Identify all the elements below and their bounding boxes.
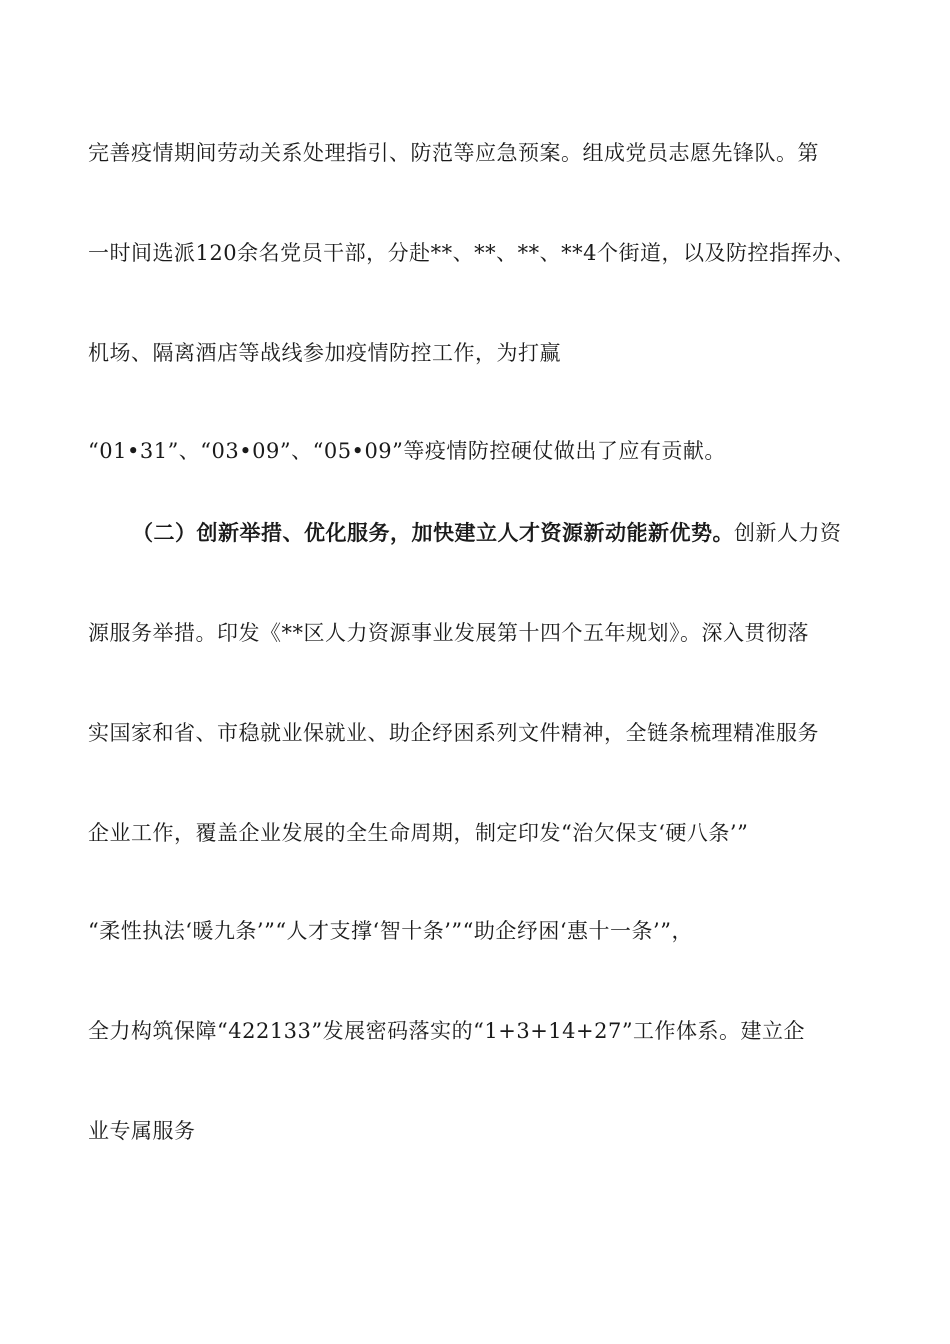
paragraph-line: 企业工作，覆盖企业发展的全生命周期，制定印发“治欠保支‘硬八条’”	[88, 821, 749, 845]
paragraph-line: 业专属服务	[88, 1119, 196, 1143]
paragraph-line: “01•31”、“03•09”、“05•09”等疫情防控硬仗做出了应有贡献。	[88, 439, 726, 463]
paragraph-line: 实国家和省、市稳就业保就业、助企纾困系列文件精神，全链条梳理精准服务	[88, 721, 819, 745]
paragraph-line: 机场、隔离酒店等战线参加疫情防控工作，为打赢	[88, 341, 561, 365]
paragraph-line: 源服务举措。印发《**区人力资源事业发展第十四个五年规划》。深入贯彻落	[88, 621, 809, 645]
section-heading: （二）创新举措、优化服务，加快建立人才资源新动能新优势。	[132, 520, 734, 545]
paragraph-line: 一时间选派120余名党员干部，分赴**、**、**、**4个街道，以及防控指挥办、	[88, 241, 855, 265]
section-first-line-text: 创新人力资	[734, 521, 842, 545]
paragraph-line: 全力构筑保障“422133”发展密码落实的“1+3+14+27”工作体系。建立企	[88, 1019, 806, 1043]
paragraph-line: 完善疫情期间劳动关系处理指引、防范等应急预案。组成党员志愿先锋队。第	[88, 141, 819, 165]
section-heading-line	[132, 520, 932, 546]
paragraph-line: “柔性执法‘暖九条’”“人才支撑‘智十条’”“助企纾困‘惠十一条’”，	[88, 919, 693, 943]
